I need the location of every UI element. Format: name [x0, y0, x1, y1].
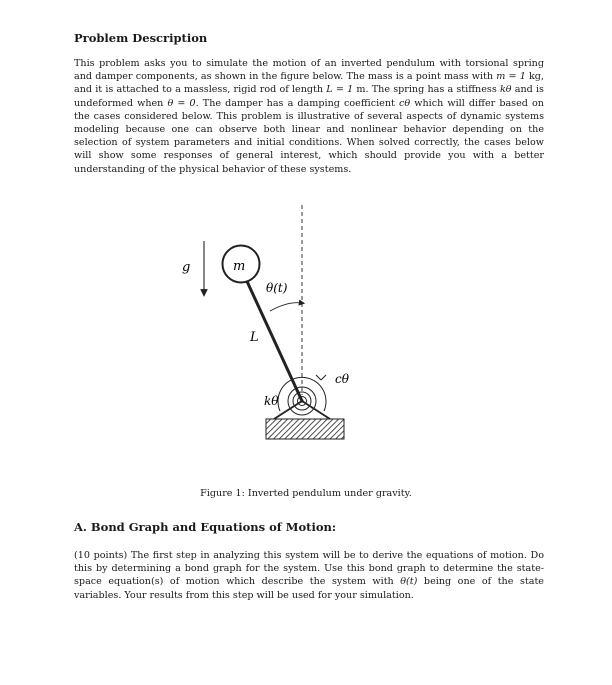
part-a-text-1: (10 points) The first step in analyzing this system will be to derive the equations of motion. Do this by determining a bond graph for the system. Use this bond graph to determine the state-space equation(s) of motion which describe the system with	[74, 550, 544, 588]
desc-text-6: which will differ based on the cases considered below. This problem is illustrative of several aspects of dynamic systems modeling because one can observe both linear and nonlinear behavior depending on the selection of system parameters and initial conditions. When solved correctly, the cases below will show some responses of general interest, which should provide you with a better understanding of the physical behavior of these systems.	[74, 97, 544, 175]
hatched-ground	[266, 419, 344, 439]
problem-description-paragraph	[74, 57, 544, 176]
theta-equation: θ = 0	[167, 97, 196, 109]
desc-text-1: This problem asks you to simulate the motion of an inverted pendulum with torsional spring and damper components, as shown in the figure below. The mass is a point mass with	[74, 58, 544, 83]
figure-caption: Figure 1: Inverted pendulum under gravity.	[200, 488, 412, 499]
damping-symbol: cθ	[399, 97, 411, 109]
spring-label: kθ	[264, 394, 279, 408]
damper-label: cθ	[335, 372, 349, 386]
theta-label: θ(t)	[266, 281, 288, 295]
desc-text-2: kg, and it is attached to a massless, rigid rod of length	[74, 71, 544, 96]
part-a-paragraph	[74, 549, 544, 602]
part-a-text-2: being one of the state variables. Your results from this step will be used for your simulation.	[74, 576, 544, 601]
section-heading: Problem Description	[74, 31, 208, 45]
stiffness-symbol: kθ	[499, 84, 512, 96]
pendulum-diagram	[182, 205, 420, 455]
desc-text-4: and is undeformed when	[74, 84, 544, 109]
desc-text-5: . The damper has a damping coefficient	[195, 97, 399, 109]
theta-angle-arc	[270, 303, 302, 311]
mass-equation: m = 1	[496, 71, 526, 83]
rod-length-label: L	[250, 330, 259, 345]
part-a-heading: A. Bond Graph and Equations of Motion:	[74, 520, 337, 534]
length-equation: L = 1	[326, 84, 354, 96]
theta-t-symbol: θ(t)	[400, 576, 418, 588]
pendulum-figure	[182, 205, 420, 455]
desc-text-3: m. The spring has a stiffness	[353, 84, 500, 96]
mass-label: m	[233, 259, 246, 274]
gravity-label: g	[182, 260, 191, 275]
